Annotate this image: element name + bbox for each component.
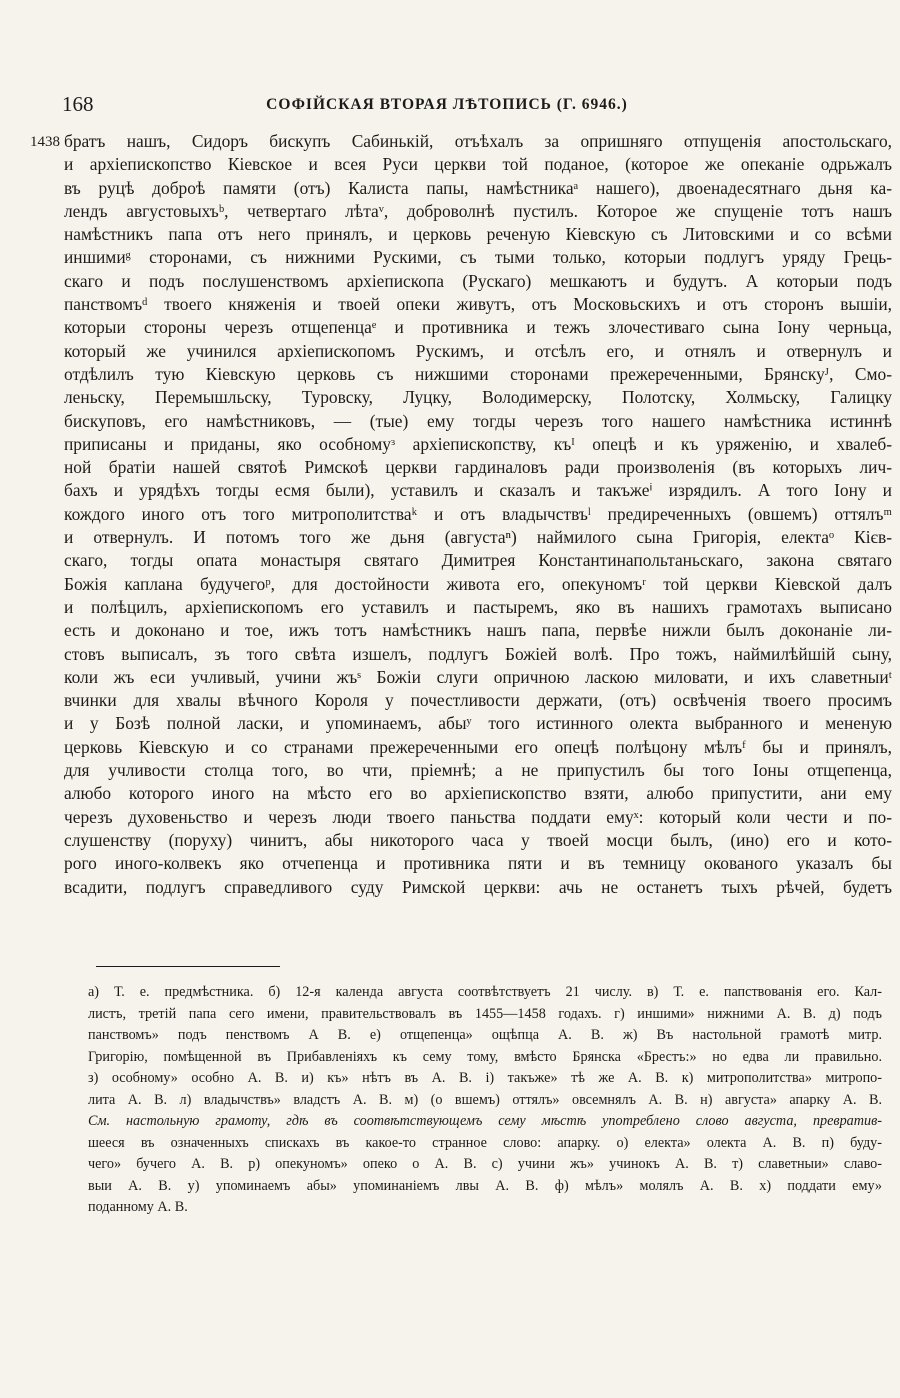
text-line: бахъ и урядѣхъ тогды есмя были), уставилъ и сказалъ и такъжеⁱ изрядилъ. А того Іону и xyxy=(64,480,892,501)
text-line: намѣстникъ папа отъ него принялъ, и церковь реченую Кіевскую съ Литовскими и со всѣми xyxy=(64,224,892,245)
text-line: панствомъᵈ твоего княженія и твоей опеки живутъ, отъ Московьскихъ и отъ сторонъ вышіи, xyxy=(64,294,892,315)
text-line: и архіепископство Кіевское и всея Руси церкви той поданое, (которое же опеканіе одрьжалъ xyxy=(64,154,892,175)
text-line: ной братіи нашей святоѣ Римскоѣ церкви гардиналовъ ради произволенія (въ которыхъ лич- xyxy=(64,457,892,478)
text-line: леньску, Перемышльску, Туровску, Луцку, Володимерску, Полотску, Холмьску, Галицку xyxy=(64,387,892,408)
text-line: коли жъ еси учливый, учини жъˢ Божіи слуги опричною ласкою миловати, и ихъ славетныиᵗ xyxy=(64,666,892,687)
text-line: скаго, тогды опата монастыря святаго Димитрея Константинапольтаньскаго, закона святаго xyxy=(64,550,892,571)
text-line: въ руцѣ доброѣ памяти (отъ) Калиста папы, намѣстникаᵃ нашего), двоенадесятнаго дьня ка- xyxy=(64,177,892,198)
text-line: который же учинился архіепископомъ Рускимъ, и отсѣлъ его, и отнялъ и отвернулъ и xyxy=(64,340,892,361)
footnote-line: листъ, третій папа сего имени, правительствовалъ въ 1455—1458 годахъ. г) иншими» нижними А. В. д) подъ xyxy=(88,1005,882,1022)
footnote-line: лита А. В. л) владычствъ» владстъ А. В. м) (о вшемъ) оттялъ» овсемнялъ А. В. н) августа» апарку А. В. xyxy=(88,1091,882,1108)
footnote-line: чего» бучего А. В. р) опекуномъ» опеко о А. В. с) учини жъ» учинокъ А. В. т) славетныи» славо- xyxy=(88,1156,882,1172)
text-line: братъ нашъ, Сидоръ бискупъ Сабинькій, отъѣхалъ за опришняго отпущенія апостольскаго, xyxy=(64,131,892,151)
footnote-line: шееся въ означенныхъ спискахъ въ какое-то странное слово: апарку. о) електа» олекта А. В. п) буду- xyxy=(88,1134,882,1151)
main-text xyxy=(64,130,892,899)
footnote-rule xyxy=(96,966,280,967)
footnotes xyxy=(88,982,882,1219)
text-line: церковь Кіевскую и со странами прежереченными его опецѣ полѣцону мѣлъᶠ бы и принялъ, xyxy=(64,736,892,757)
page-number: 168 xyxy=(62,92,94,116)
text-line: черезъ духовеньство и черезъ люди твоего паньства поддати емуˣ: который коли чести и по- xyxy=(64,806,892,827)
footnote-line: панствомъ» подъ пенствомъ А В. е) отщепенца» ощѣпца А. В. ж) Въ настольной грамотѣ митр. xyxy=(88,1027,882,1043)
text-line: слушенству (поруху) чинитъ, абы никоторого часа у твоей мосци былъ, (ино) его и кото- xyxy=(64,829,892,850)
text-line: отдѣлилъ тую Кіевскую церковь съ нижшими сторонами прежереченными, Брянскуᴶ, Смо- xyxy=(64,363,892,384)
text-line: для учливости столца того, во чти, пріемнѣ; а не припустилъ бы того Іоны отщепенца, xyxy=(64,760,892,781)
footnote-line: См. настольную грамоту, гдѣ въ соотвѣтствующемъ сему мѣстѣ употреблено слово августа, превратив- xyxy=(88,1113,882,1129)
text-line: стовъ выписалъ, зъ того свѣта изшелъ, подлугъ Божіей волѣ. Про тожъ, наймилѣйшій сыну, xyxy=(64,643,892,664)
footnote-line: поданному А. В. xyxy=(88,1199,188,1215)
footnote-line: з) особному» особно А. В. и) къ» нѣтъ въ А. В. і) такъже» тѣ же А. В. к) митрополитства» митропо- xyxy=(88,1070,882,1086)
text-line: лендъ августовыхъᵇ, четвертаго лѣтаᵛ, доброволнѣ пустилъ. Которое же спущеніе тотъ нашъ xyxy=(64,200,892,221)
text-line: рого иного-колвекъ яко отчепенца и противника пяти и въ темницу окованого указалъ бы xyxy=(64,853,892,874)
footnote-line: выи А. В. у) упоминаемъ абы» упоминаніемъ лвы А. В. ф) мѣлъ» молялъ А. В. х) поддати ему» xyxy=(88,1177,882,1194)
page-header xyxy=(62,92,832,126)
text-line: вчинки для хвалы вѣчного Короля у почестливости держати, (отъ) освѣченія твоего просимъ xyxy=(64,690,892,711)
text-line: иншимиᵍ сторонами, съ нижними Рускими, съ тыми только, которыи подлугъ уряду Грець- xyxy=(64,247,892,268)
text-line: Божія каплана будучегоᵖ, для достойности живота его, опекуномъʳ той церкви Кіевской далъ xyxy=(64,573,892,594)
text-line: кождого иного отъ того митрополитстваᵏ и отъ владычствъˡ предиреченныхъ (овшемъ) оттялъᵐ xyxy=(64,503,892,524)
text-line: есть и доконано и тое, ижъ тотъ намѣстникъ нашъ папа, первѣе нижли былъ доконаніе ли- xyxy=(64,620,892,641)
text-line: и отвернулъ. И потомъ того же дьня (августаⁿ) наймилого сына Григорія, електаᵒ Кієв- xyxy=(64,527,892,548)
text-line: всадити, подлугъ справедливого суду Римской церкви: ачь не останетъ тыхъ рѣчей, будетъ xyxy=(64,876,892,897)
text-line: и полѣцилъ, архіепископомъ его уставилъ и пастыремъ, яко въ нашихъ грамотахъ выписано xyxy=(64,596,892,617)
text-line: скаго и подъ послушенствомъ архіепископа (Рускаго) мешкаютъ и будутъ. А которыи подъ xyxy=(64,270,892,291)
text-line: приписаны и приданы, яко особномуᶟ архіепископству, къᴵ опецѣ и къ уряженію, и хвалеб- xyxy=(64,433,892,454)
footnote-line: а) Т. е. предмѣстника. б) 12-я календа августа соотвѣтствуетъ 21 числу. в) Т. е. папствованія его. Кал- xyxy=(88,984,882,1000)
text-line: и у Бозѣ полной ласки, и упоминаемъ, абыʸ того истинного олекта выбранного и мененую xyxy=(64,713,892,734)
text-line: бискуповъ, его намѣстниковъ, — (тые) ему тогды черезъ того нашего намѣстника истиннѣ xyxy=(64,410,892,431)
text-line: алюбо которого иного на мѣсто его во архіепископство взяти, алюбо припустити, ани ему xyxy=(64,783,892,804)
running-title: СОФІЙСКАЯ ВТОРАЯ ЛѢТОПИСЬ (Г. 6946.) xyxy=(266,96,628,113)
year-marker: 1438 xyxy=(30,134,60,150)
text-line: которыи стороны черезъ отщепенцаᵉ и противника и тежъ злочестиваго сына Іону черньца, xyxy=(64,317,892,338)
footnote-line: Григорію, помѣщенной въ Прибавленіяхъ къ сему тому, вмѣсто Брянска «Брестъ:» но едва ли правильно. xyxy=(88,1048,882,1065)
